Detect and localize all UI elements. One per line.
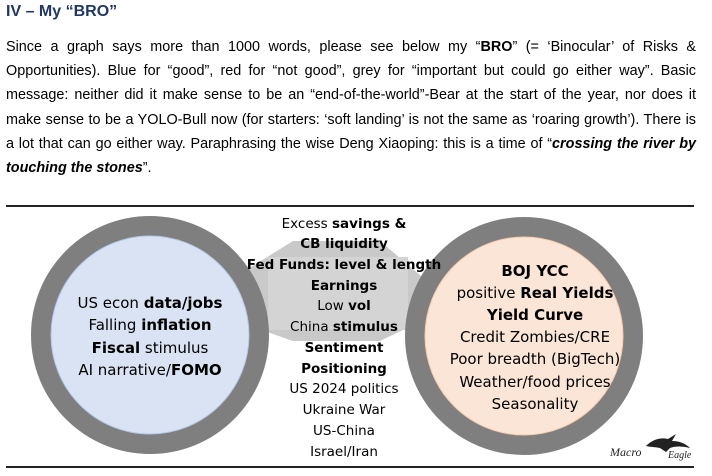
item-cb-liquidity: CB liquidity <box>300 236 388 252</box>
item-sentiment: Sentiment <box>304 340 384 356</box>
bro-term: BRO <box>480 39 513 55</box>
emphasis-quote: crossing the river by touching the stones <box>6 135 696 177</box>
bottom-divider <box>6 466 694 468</box>
para-text-2: ” (= ‘Binocular’ of Risks & Opportunities). Blue for “good”, red for “not good”, grey for “important but could go either way”. Basic message: neither did it make sense to be an “end-of-the-world”-Bear at the start of the year, nor does it make sense to be a YOLO-Bull now (for starters: ‘soft landing’ is not the same as ‘roaring growth’). There is a lot that can go either way. Paraphrasing the wise Deng Xiaoping: this is a time of “ <box>6 39 696 152</box>
para-text-3: ”. <box>142 160 152 177</box>
item-low-vol: Low vol <box>317 298 371 314</box>
bad-item-boj: BOJ YCC <box>501 262 569 280</box>
good-item-us-econ: US econ data/jobs <box>77 294 223 312</box>
bad-item-weather: Weather/food prices <box>459 373 611 391</box>
left-lens-good <box>51 236 249 434</box>
logo-word-1: Macro <box>610 445 642 459</box>
item-fed-funds: Fed Funds: level & length <box>246 257 442 273</box>
item-israel-iran: Israel/Iran <box>310 444 378 460</box>
bad-item-credit: Credit Zombies/CRE <box>459 328 611 346</box>
item-positioning: Positioning <box>301 361 387 377</box>
bad-item-seasonality: Seasonality <box>491 395 579 413</box>
item-excess-savings: Excess savings & <box>281 216 407 232</box>
section-heading: IV – My “BRO” <box>6 3 118 20</box>
macro-eagle-logo <box>609 434 692 461</box>
item-us-politics: US 2024 politics <box>289 381 399 397</box>
item-ukraine: Ukraine War <box>302 402 386 418</box>
good-item-ai: AI narrative/FOMO <box>78 361 222 379</box>
bad-item-real-yields: positive Real Yields <box>456 284 614 302</box>
bad-item-yield-curve: Yield Curve <box>486 306 584 324</box>
bad-item-breadth: Poor breadth (BigTech) <box>449 350 621 368</box>
logo-word-2: Eagle <box>668 450 692 461</box>
item-us-china: US-China <box>313 423 375 439</box>
para-text-1: Since a graph says more than 1000 words, please see below my “ <box>6 39 481 55</box>
item-earnings: Earnings <box>310 278 378 294</box>
item-china-stimulus: China stimulus <box>290 319 398 335</box>
good-item-fiscal: Fiscal stimulus <box>91 339 209 357</box>
good-item-inflation: Falling inflation <box>88 316 212 334</box>
